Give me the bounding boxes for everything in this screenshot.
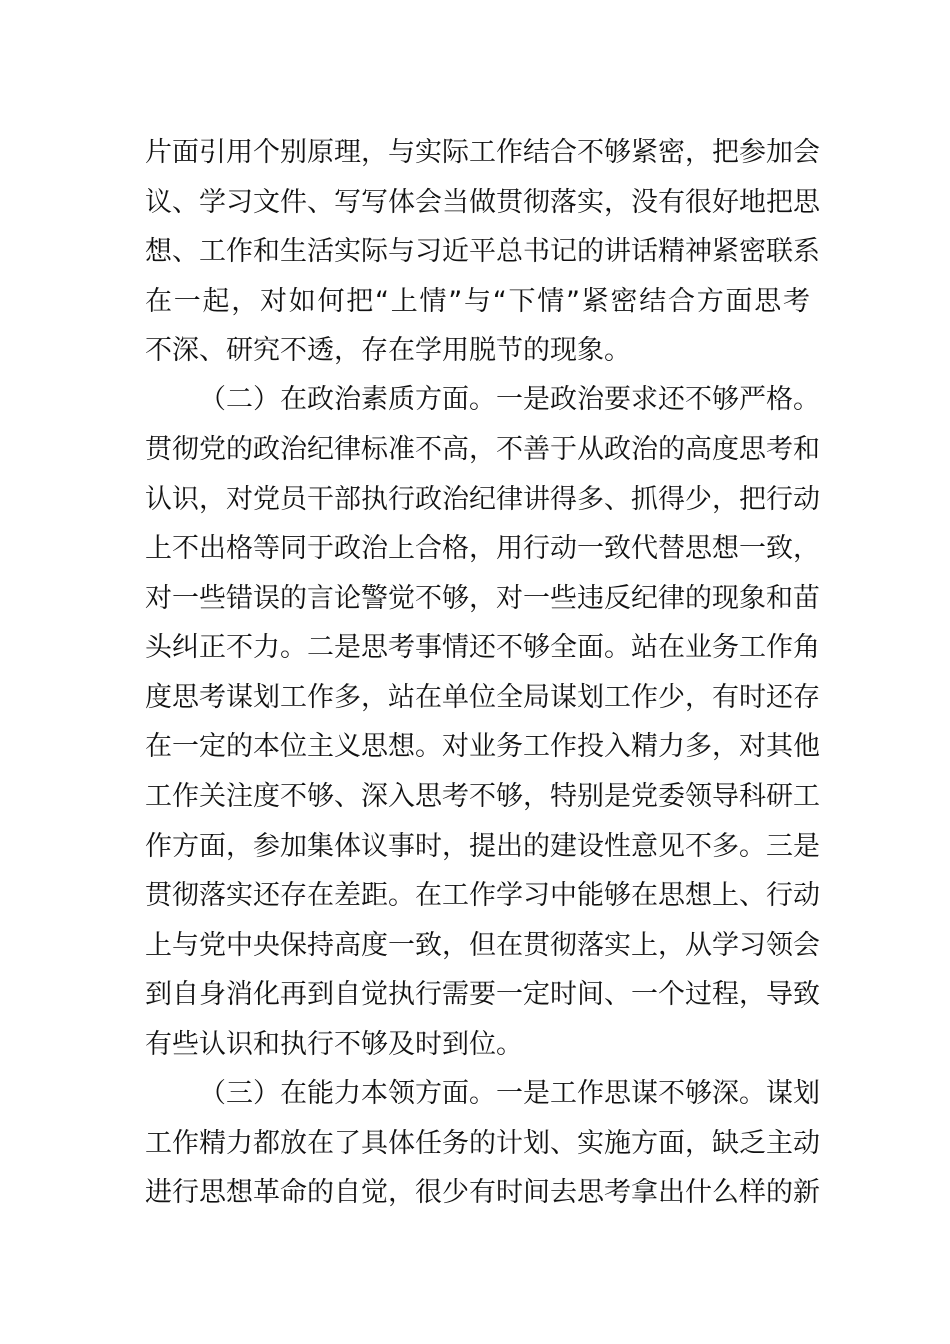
text-line: 工作精力都放在了具体任务的计划、实施方面，缺乏主动 — [145, 1128, 820, 1159]
text-line: 进行思想革命的自觉，很少有时间去思考拿出什么样的新 — [145, 1177, 820, 1208]
text-line: 作方面，参加集体议事时，提出的建设性意见不多。三是 — [145, 831, 820, 862]
text-line: 工作关注度不够、深入思考不够，特别是党委领导科研工 — [145, 781, 820, 812]
text-line: 议、学习文件、写写体会当做贯彻落实，没有很好地把思 — [145, 187, 820, 218]
text-line: 认识，对党员干部执行政治纪律讲得多、抓得少，把行动 — [145, 484, 820, 515]
text-line: 上与党中央保持高度一致，但在贯彻落实上，从学习领会 — [145, 930, 820, 961]
text-line: 贯彻党的政治纪律标准不高，不善于从政治的高度思考和 — [145, 434, 820, 465]
text-line: 上不出格等同于政治上合格，用行动一致代替思想一致， — [145, 533, 820, 564]
text-line: 头纠正不力。二是思考事情还不够全面。站在业务工作角 — [145, 632, 820, 663]
text-line: 不深、研究不透，存在学用脱节的现象。 — [145, 335, 631, 366]
paragraph-heading-line: （二）在政治素质方面。一是政治要求还不够严格。 — [199, 384, 820, 415]
text-line: 贯彻落实还存在差距。在工作学习中能够在思想上、行动 — [145, 880, 820, 911]
text-line: 到自身消化再到自觉执行需要一定时间、一个过程，导致 — [145, 979, 820, 1010]
text-line: 度思考谋划工作多，站在单位全局谋划工作少，有时还存 — [145, 682, 820, 713]
paragraph-heading-line: （三）在能力本领方面。一是工作思谋不够深。谋划 — [199, 1078, 820, 1109]
text-line: 在一起，对如何把“上情”与“下情”紧密结合方面思考 — [145, 286, 810, 317]
text-line: 对一些错误的言论警觉不够，对一些违反纪律的现象和苗 — [145, 583, 820, 614]
text-line: 想、工作和生活实际与习近平总书记的讲话精神紧密联系 — [145, 236, 820, 267]
text-line: 在一定的本位主义思想。对业务工作投入精力多，对其他 — [145, 731, 820, 762]
text-line: 片面引用个别原理，与实际工作结合不够紧密，把参加会 — [145, 137, 820, 168]
text-line: 有些认识和执行不够及时到位。 — [145, 1029, 523, 1060]
